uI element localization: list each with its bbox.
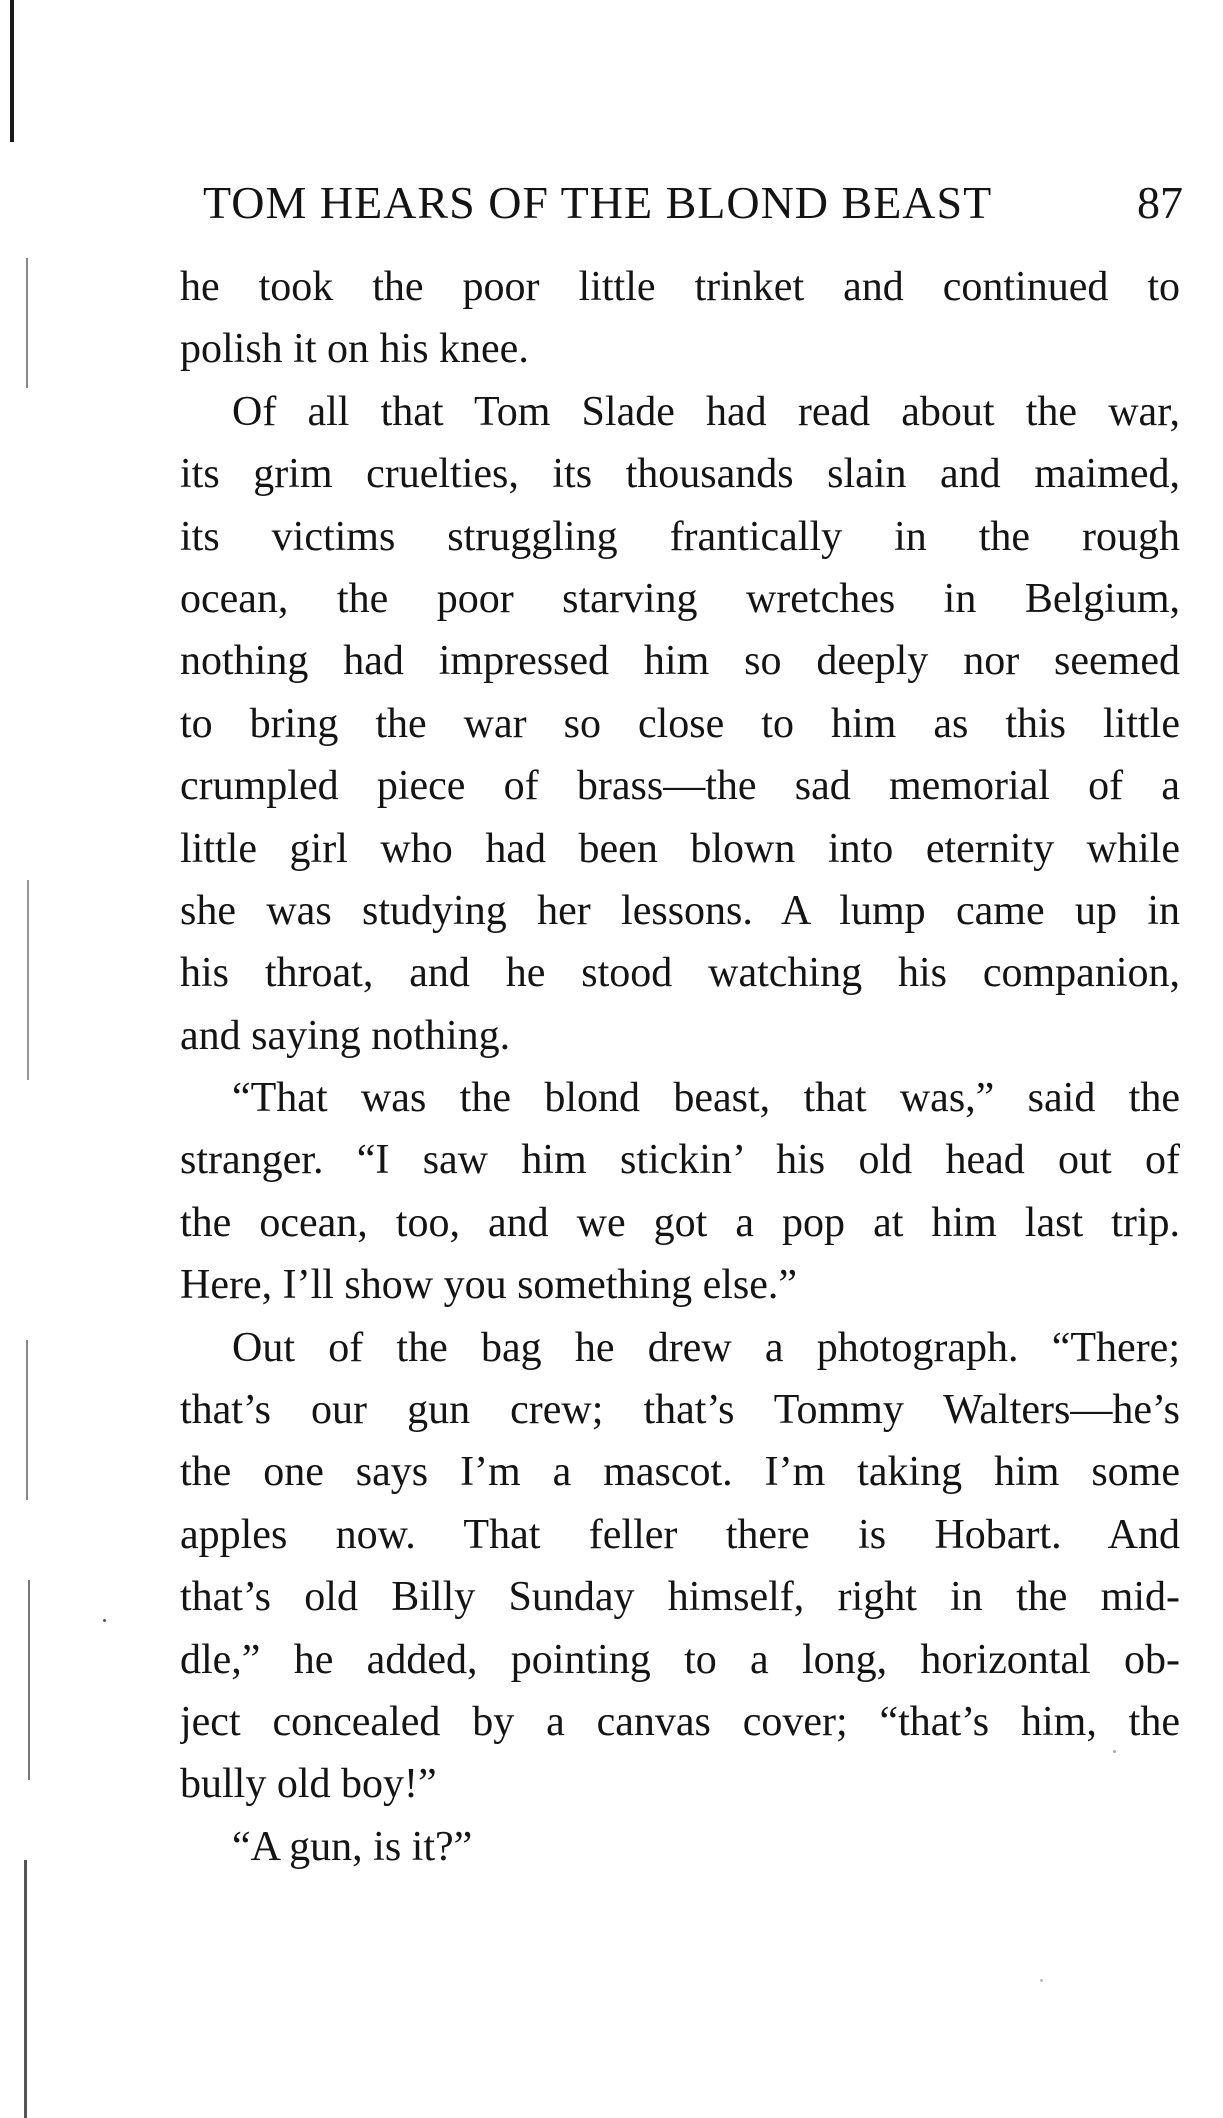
text-line: the ocean, too, and we got a pop at him last trip. [180, 1199, 1180, 1246]
text-line: to bring the war so close to him as this little [180, 700, 1180, 747]
scan-gutter-line-bottom [24, 1860, 27, 2118]
text-line: its grim cruelties, its thousands slain and maimed, [180, 451, 1180, 498]
text-line: ocean, the poor starving wretches in Belgium, [180, 575, 1180, 622]
text-line: “A gun, is it?” [232, 1823, 473, 1870]
text-line: crumpled piece of brass—the sad memorial of a [180, 763, 1180, 810]
text-line: she was studying her lessons. A lump came up in [180, 887, 1180, 934]
text-line: polish it on his knee. [180, 326, 529, 373]
text-line: and saying nothing. [180, 1012, 511, 1059]
text-line: dle,” he added, pointing to a long, horizontal ob- [180, 1636, 1180, 1683]
scan-gutter-line-top [10, 0, 14, 142]
text-line: the one says I’m a mascot. I’m taking him some [180, 1449, 1180, 1496]
scan-gutter-line-middle [27, 880, 29, 1080]
text-line: his throat, and he stood watching his companion, [180, 950, 1180, 997]
scan-gutter-line-mid-lower [26, 1340, 28, 1500]
scan-gutter-line-lower [28, 1580, 30, 1780]
text-line: stranger. “I saw him stickin’ his old head out of [180, 1137, 1180, 1184]
text-line: Of all that Tom Slade had read about the war, [232, 388, 1180, 435]
text-line: apples now. That feller there is Hobart. And [180, 1511, 1180, 1558]
text-line: “That was the blond beast, that was,” said the [232, 1075, 1180, 1122]
page-header [203, 176, 1183, 236]
running-head: TOM HEARS OF THE BLOND BEAST [203, 177, 993, 228]
text-line: he took the poor little trinket and continued to [180, 264, 1180, 310]
scan-gutter-line-upper [26, 258, 28, 388]
text-line: ject concealed by a canvas cover; “that’s him, the [180, 1698, 1180, 1745]
text-line: Out of the bag he drew a photograph. “There; [232, 1324, 1180, 1371]
scan-speck [1040, 1979, 1043, 1982]
text-line: Here, I’ll show you something else.” [180, 1262, 798, 1309]
text-line: nothing had impressed him so deeply nor seemed [180, 638, 1180, 685]
body-text [180, 256, 1180, 1878]
text-line: that’s our gun crew; that’s Tommy Walters—he’s [180, 1387, 1180, 1434]
text-line: that’s old Billy Sunday himself, right in the mid- [180, 1574, 1180, 1621]
page-number: 87 [1137, 177, 1183, 228]
text-line: little girl who had been blown into eternity while [180, 825, 1180, 872]
text-line: bully old boy!” [180, 1761, 437, 1808]
scan-speck [103, 1619, 106, 1622]
text-line: its victims struggling frantically in the rough [180, 513, 1180, 560]
